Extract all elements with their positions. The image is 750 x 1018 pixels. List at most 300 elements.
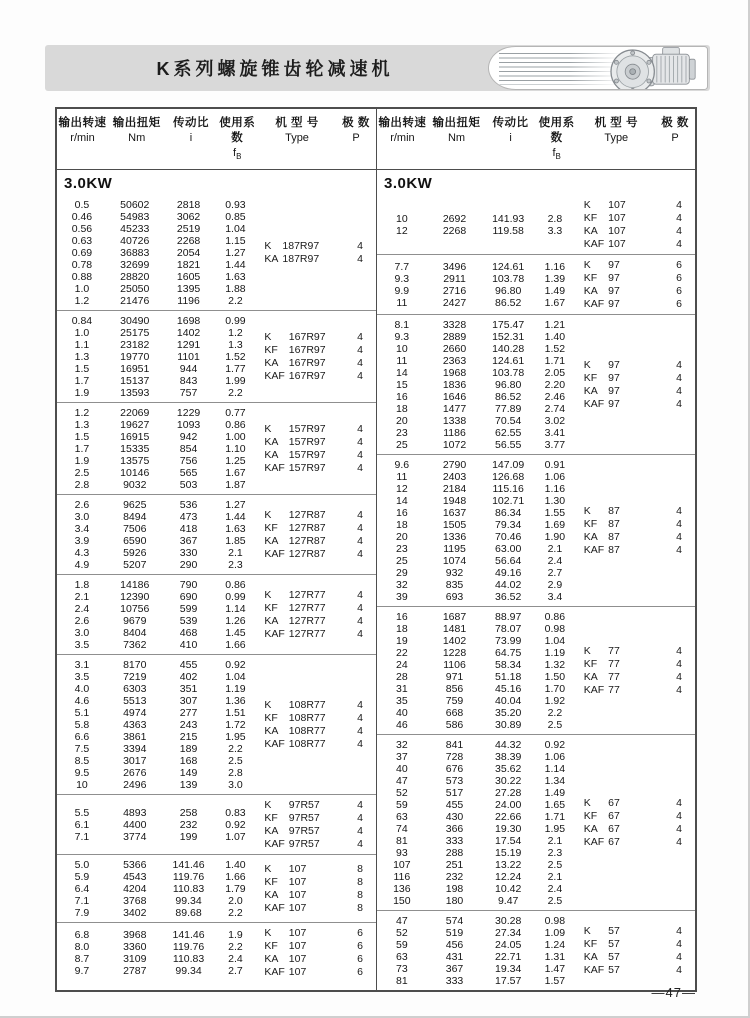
service-factor-value: 1.16 — [544, 260, 566, 273]
model-number: 127R87 — [288, 534, 326, 547]
output-torque-value: 3360 — [123, 940, 147, 953]
table-row — [57, 547, 256, 559]
output-torque-value: 198 — [445, 882, 464, 895]
spec-block-left-6 — [57, 654, 376, 794]
output-speed-value: 59 — [396, 938, 408, 951]
output-torque-value: 2911 — [443, 272, 466, 285]
output-torque-value: 4974 — [123, 706, 147, 719]
table-row — [377, 751, 576, 763]
service-factor-value: 3.4 — [547, 590, 563, 603]
model-prefix: KF — [264, 939, 278, 952]
output-speed-value: 12 — [396, 482, 408, 495]
service-factor-value: 0.99 — [225, 314, 246, 327]
table-row — [57, 883, 256, 895]
output-torque-value: 19770 — [120, 350, 150, 363]
output-torque-value: 13593 — [120, 386, 150, 399]
table-row — [57, 283, 256, 295]
model-number: 67 — [608, 822, 620, 835]
page-number: —47— — [651, 985, 696, 1000]
model-number: 157R97 — [288, 461, 326, 474]
output-speed-value: 7.5 — [74, 742, 90, 755]
table-row — [57, 627, 256, 639]
spec-block-left-1 — [57, 195, 376, 310]
output-speed-value: 11 — [396, 296, 408, 309]
model-prefix: KA — [583, 670, 598, 683]
pole-count: 4 — [676, 924, 682, 937]
output-torque-value: 13575 — [120, 454, 150, 467]
page-header-banner — [45, 45, 710, 91]
model-number: 167R97 — [288, 343, 326, 356]
output-speed-value: 59 — [396, 798, 408, 811]
service-factor-value: 3.0 — [228, 778, 243, 791]
service-factor-value: 2.46 — [544, 390, 566, 403]
page-title: K系列螺旋锥齿轮减速机 — [156, 59, 394, 79]
model-prefix: KAF — [264, 965, 285, 978]
model-prefix: K — [583, 644, 591, 657]
ratio-value: 77.89 — [495, 402, 522, 415]
table-row — [57, 431, 256, 443]
output-speed-value: 63 — [396, 810, 408, 823]
output-torque-value: 1481 — [442, 622, 467, 635]
output-torque-value: 3768 — [123, 894, 147, 907]
service-factor-value: 2.9 — [547, 578, 563, 591]
output-torque-value: 14186 — [120, 578, 150, 591]
output-speed-value: 8.0 — [74, 940, 90, 953]
pole-count: 4 — [676, 198, 682, 211]
service-factor-value: 1.47 — [544, 962, 566, 975]
service-factor-value: 1.44 — [225, 258, 246, 271]
pole-count: 4 — [357, 601, 363, 614]
service-factor-value: 1.32 — [544, 658, 566, 671]
output-speed-value: 1.1 — [74, 338, 90, 351]
ratio-value: 152.31 — [492, 330, 525, 343]
model-prefix: KA — [583, 224, 598, 237]
model-prefix: KAF — [583, 963, 605, 976]
model-prefix: KF — [264, 601, 278, 614]
output-torque-value: 2184 — [442, 482, 467, 495]
ratio-value: 139 — [179, 778, 198, 791]
output-torque-value: 232 — [445, 870, 464, 883]
model-prefix: KAF — [264, 901, 285, 914]
model-prefix: K — [583, 924, 591, 937]
service-factor-value: 2.3 — [547, 846, 563, 859]
output-speed-value: 1.5 — [74, 430, 90, 443]
output-torque-value: 3774 — [123, 830, 147, 843]
table-row — [377, 519, 576, 531]
model-number: 107 — [608, 211, 626, 224]
ratio-value: 1291 — [176, 338, 201, 351]
output-torque-value: 333 — [445, 974, 464, 987]
pole-count: 4 — [357, 461, 363, 474]
table-row — [57, 591, 256, 603]
output-speed-value: 40 — [396, 706, 408, 719]
pole-count: 4 — [357, 627, 363, 640]
service-factor-value: 2.0 — [228, 894, 243, 907]
ratio-value: 30.28 — [495, 914, 522, 927]
output-speed-value: 5.9 — [74, 870, 90, 883]
model-prefix: KA — [583, 530, 598, 543]
output-speed-value: 0.46 — [71, 210, 93, 223]
table-row — [57, 535, 256, 547]
output-speed-value: 0.56 — [71, 222, 93, 235]
model-prefix: KAF — [264, 369, 285, 382]
output-torque-value: 30490 — [120, 314, 150, 327]
service-factor-value: 3.02 — [544, 414, 566, 427]
service-factor-value: 1.95 — [225, 730, 246, 743]
ratio-value: 243 — [179, 718, 198, 731]
output-speed-value: 3.1 — [74, 658, 90, 671]
power-section-label-right: 3.0KW — [384, 175, 433, 193]
pole-count: 4 — [357, 534, 363, 547]
ratio-value: 88.97 — [495, 610, 522, 623]
output-speed-value: 25 — [396, 438, 408, 451]
model-number: 97R57 — [288, 824, 320, 837]
ratio-value: 70.54 — [495, 414, 522, 427]
output-torque-value: 693 — [445, 590, 464, 603]
ratio-value: 79.34 — [495, 518, 522, 531]
ratio-value: 22.66 — [495, 810, 522, 823]
table-row — [377, 915, 576, 927]
model-prefix: KF — [264, 521, 278, 534]
service-factor-value: 3.77 — [544, 438, 566, 451]
spec-block-left-7 — [57, 794, 376, 854]
ratio-value: 40.04 — [495, 694, 522, 707]
output-torque-value: 8170 — [123, 658, 147, 671]
output-speed-value: 1.3 — [74, 418, 90, 431]
service-factor-value: 1.3 — [228, 338, 243, 351]
output-torque-value: 1336 — [442, 530, 467, 543]
output-speed-value: 8.5 — [74, 754, 90, 767]
output-speed-value: 2.8 — [74, 478, 90, 491]
table-row — [377, 367, 576, 379]
output-torque-value: 1637 — [442, 506, 467, 519]
model-prefix: KA — [264, 448, 279, 461]
pole-count: 8 — [357, 901, 363, 914]
pole-count: 6 — [357, 965, 363, 978]
spec-table — [55, 107, 697, 992]
model-prefix: KF — [583, 371, 598, 384]
service-factor-value: 2.2 — [228, 294, 243, 307]
table-row — [377, 775, 576, 787]
service-factor-value: 1.14 — [544, 762, 566, 775]
service-factor-value: 1.04 — [544, 634, 566, 647]
model-number: 108R77 — [288, 737, 326, 750]
table-row — [57, 351, 256, 363]
model-number: 67 — [608, 835, 620, 848]
output-torque-value: 7506 — [123, 522, 147, 535]
table-row — [57, 407, 256, 419]
service-factor-value: 2.2 — [228, 940, 243, 953]
table-row — [377, 739, 576, 751]
table-row — [377, 273, 576, 285]
output-speed-value: 1.5 — [74, 362, 90, 375]
output-speed-value: 47 — [396, 774, 408, 787]
service-factor-value: 2.5 — [547, 858, 563, 871]
pole-count: 6 — [676, 297, 682, 310]
ratio-value: 149 — [179, 766, 198, 779]
ratio-value: 141.93 — [492, 212, 525, 225]
service-factor-value: 1.26 — [225, 614, 246, 627]
model-number: 107 — [288, 952, 307, 965]
model-number: 57 — [608, 950, 620, 963]
service-factor-value: 2.4 — [228, 952, 243, 965]
output-torque-value: 32699 — [120, 258, 150, 271]
service-factor-value: 2.8 — [228, 766, 243, 779]
data-rows — [377, 611, 576, 731]
table-row — [57, 953, 256, 965]
output-speed-value: 16 — [396, 506, 408, 519]
pole-count: 4 — [357, 356, 363, 369]
data-rows — [57, 659, 256, 791]
service-factor-value: 0.92 — [225, 818, 246, 831]
table-row — [57, 479, 256, 491]
table-row — [57, 819, 256, 831]
output-speed-value: 11 — [396, 354, 408, 367]
service-factor-value: 1.04 — [225, 670, 246, 683]
model-list — [256, 799, 376, 851]
pole-count: 4 — [357, 369, 363, 382]
output-torque-value: 9625 — [123, 498, 147, 511]
service-factor-value: 1.04 — [225, 222, 246, 235]
output-speed-value: 81 — [396, 974, 408, 987]
ratio-value: 12.24 — [495, 870, 522, 883]
service-factor-value: 0.93 — [225, 198, 246, 211]
service-factor-value: 0.83 — [225, 806, 246, 819]
ratio-value: 38.39 — [495, 750, 522, 763]
spec-block-left-8 — [57, 854, 376, 922]
model-number: 157R97 — [288, 422, 326, 435]
table-row — [57, 941, 256, 953]
ratio-value: 1229 — [176, 406, 201, 419]
model-prefix: KAF — [583, 835, 605, 848]
ratio-value: 27.34 — [495, 926, 522, 939]
pole-count: 4 — [357, 435, 363, 448]
ratio-value: 1395 — [176, 282, 201, 295]
model-number: 107 — [608, 224, 626, 237]
ratio-value: 24.05 — [495, 938, 522, 951]
table-row — [377, 719, 576, 731]
table-row — [57, 929, 256, 941]
pole-count: 4 — [357, 737, 363, 750]
table-row — [57, 579, 256, 591]
output-speed-value: 20 — [396, 414, 408, 427]
output-torque-value: 2496 — [123, 778, 147, 791]
ratio-value: 141.46 — [172, 858, 205, 871]
model-number: 77 — [608, 670, 620, 683]
ratio-value: 410 — [179, 638, 198, 651]
model-prefix: KF — [264, 811, 278, 824]
service-factor-value: 2.5 — [547, 718, 563, 731]
ratio-value: 599 — [179, 602, 198, 615]
output-speed-value: 18 — [396, 622, 408, 635]
ratio-value: 63.00 — [495, 542, 522, 555]
model-prefix: KA — [264, 252, 279, 265]
table-row — [377, 859, 576, 871]
table-row — [377, 415, 576, 427]
ratio-value: 15.19 — [495, 846, 522, 859]
service-factor-value: 2.4 — [547, 882, 563, 895]
model-list — [576, 259, 695, 311]
model-number: 87 — [608, 504, 620, 517]
output-torque-value: 3496 — [442, 260, 467, 273]
service-factor-value: 1.14 — [225, 602, 246, 615]
output-speed-value: 4.0 — [74, 682, 90, 695]
service-factor-value: 0.92 — [225, 658, 246, 671]
output-speed-value: 18 — [396, 402, 408, 415]
output-speed-value: 28 — [396, 670, 408, 683]
pole-count: 4 — [357, 711, 363, 724]
output-speed-value: 5.8 — [74, 718, 90, 731]
pole-count: 4 — [357, 811, 363, 824]
output-torque-value: 2427 — [442, 296, 467, 309]
pole-count: 4 — [676, 670, 682, 683]
output-torque-value: 455 — [445, 798, 464, 811]
pole-count: 4 — [676, 543, 682, 556]
data-rows — [377, 213, 576, 237]
service-factor-value: 2.3 — [228, 558, 243, 571]
ratio-value: 86.34 — [495, 506, 522, 519]
service-factor-value: 1.34 — [544, 774, 566, 787]
output-torque-value: 15137 — [120, 374, 150, 387]
output-torque-value: 45233 — [120, 222, 150, 235]
output-speed-value: 3.0 — [74, 510, 90, 523]
data-rows — [377, 915, 576, 987]
model-prefix: K — [264, 698, 272, 711]
service-factor-value: 1.40 — [544, 330, 566, 343]
data-rows — [57, 859, 256, 919]
spec-block-right-6 — [377, 734, 695, 910]
ratio-value: 351 — [179, 682, 198, 695]
table-row — [377, 459, 576, 471]
pole-count: 4 — [676, 237, 682, 250]
table-row — [377, 927, 576, 939]
service-factor-value: 2.2 — [547, 706, 563, 719]
service-factor-value: 1.71 — [544, 354, 566, 367]
output-torque-value: 4400 — [123, 818, 147, 831]
service-factor-value: 1.55 — [544, 506, 566, 519]
model-prefix: KA — [264, 614, 279, 627]
table-row — [377, 963, 576, 975]
output-torque-value: 1074 — [442, 554, 467, 567]
pole-count: 6 — [357, 939, 363, 952]
model-list — [256, 331, 376, 383]
data-rows — [377, 261, 576, 309]
col-header-ratio: 传动比 i — [492, 117, 529, 144]
service-factor-value: 1.19 — [544, 646, 566, 659]
model-prefix: KF — [583, 809, 598, 822]
ratio-value: 2818 — [176, 198, 201, 211]
model-prefix: KAF — [583, 237, 605, 250]
model-number: 157R97 — [288, 435, 326, 448]
pole-count: 4 — [676, 224, 682, 237]
model-number: 127R87 — [288, 521, 326, 534]
model-prefix: KAF — [583, 543, 605, 556]
ratio-value: 140.28 — [492, 342, 525, 355]
model-number: 108R77 — [288, 711, 326, 724]
service-factor-value: 1.52 — [544, 342, 566, 355]
ratio-value: 119.58 — [492, 224, 524, 237]
service-factor-value: 1.72 — [225, 718, 246, 731]
service-factor-value: 1.06 — [544, 750, 566, 763]
model-prefix: KA — [264, 356, 279, 369]
pole-count: 4 — [676, 937, 682, 950]
spec-block-left-9 — [57, 922, 376, 982]
service-factor-value: 0.98 — [544, 914, 566, 927]
pole-count: 8 — [357, 875, 363, 888]
service-factor-value: 1.50 — [544, 670, 566, 683]
output-torque-value: 6303 — [123, 682, 147, 695]
table-row — [377, 483, 576, 495]
data-rows — [57, 407, 256, 491]
service-factor-value: 1.15 — [225, 234, 246, 247]
output-torque-value: 54983 — [120, 210, 150, 223]
service-factor-value: 2.1 — [547, 870, 563, 883]
table-row — [57, 559, 256, 571]
service-factor-value: 1.65 — [544, 798, 566, 811]
model-number: 97 — [608, 384, 620, 397]
output-torque-value: 1186 — [443, 426, 466, 439]
ratio-value: 56.55 — [495, 438, 522, 451]
col-header-poles: 极 数 P — [342, 117, 370, 144]
ratio-value: 473 — [179, 510, 198, 523]
table-row — [377, 391, 576, 403]
power-section-label-left: 3.0KW — [64, 175, 113, 193]
output-speed-value: 136 — [393, 882, 411, 895]
ratio-value: 27.28 — [495, 786, 522, 799]
table-row — [57, 387, 256, 399]
output-speed-value: 74 — [396, 822, 408, 835]
output-speed-value: 1.7 — [74, 374, 90, 387]
table-row — [377, 823, 576, 835]
ratio-value: 73.99 — [495, 634, 522, 647]
output-torque-value: 288 — [445, 846, 464, 859]
service-factor-value: 1.19 — [225, 682, 246, 695]
model-list — [576, 359, 695, 411]
table-row — [57, 767, 256, 779]
model-prefix: K — [264, 239, 272, 252]
output-torque-value: 1646 — [442, 390, 467, 403]
data-rows — [57, 579, 256, 651]
table-row — [377, 871, 576, 883]
pole-count: 4 — [357, 343, 363, 356]
ratio-value: 854 — [179, 442, 198, 455]
output-speed-value: 3.5 — [74, 638, 90, 651]
table-row — [377, 427, 576, 439]
data-rows — [377, 459, 576, 603]
service-factor-value: 0.86 — [225, 578, 246, 591]
service-factor-value: 1.71 — [544, 810, 566, 823]
output-torque-value: 3328 — [442, 318, 467, 331]
output-torque-value: 1338 — [442, 414, 467, 427]
output-torque-value: 1402 — [442, 634, 467, 647]
output-torque-value: 2692 — [442, 212, 467, 225]
data-rows — [377, 739, 576, 907]
data-rows — [57, 315, 256, 399]
ratio-value: 2054 — [176, 246, 201, 259]
table-row — [377, 591, 576, 603]
ratio-value: 307 — [179, 694, 198, 707]
output-torque-value: 573 — [445, 774, 464, 787]
table-row — [57, 467, 256, 479]
output-torque-value: 333 — [445, 834, 464, 847]
ratio-value: 1196 — [177, 294, 200, 307]
output-speed-value: 3.4 — [74, 522, 90, 535]
output-speed-value: 93 — [396, 846, 408, 859]
model-number: 108R77 — [288, 698, 326, 711]
table-column-left — [57, 109, 376, 990]
output-torque-value: 2676 — [123, 766, 147, 779]
service-factor-value: 2.2 — [228, 906, 243, 919]
